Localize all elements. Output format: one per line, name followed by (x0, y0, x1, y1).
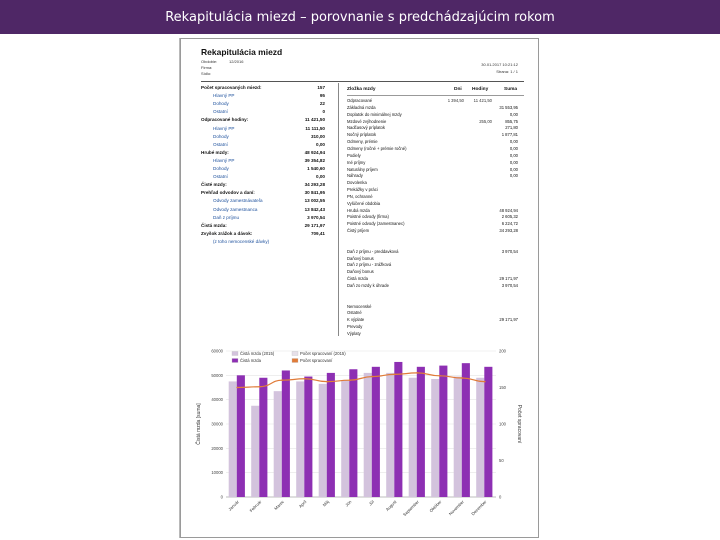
component-row-label: Iné príjmy (347, 159, 366, 165)
component-row-sum: 31 553,95 (499, 104, 518, 110)
report-document[interactable] (180, 38, 539, 538)
component-row-label: Daňový bonus (347, 255, 374, 261)
right-header-divider (347, 95, 524, 96)
line-point (371, 376, 373, 378)
component-row-sum: 3 970,54 (501, 282, 518, 288)
col-header-component: Zložka mzdy (347, 87, 376, 92)
component-row-label: Daňový bonus (347, 269, 374, 275)
y2-tick-label: 200 (499, 348, 506, 354)
component-row-label: Mzdové zvýhodnenie (347, 118, 387, 124)
component-row-sum: 0,00 (509, 145, 518, 151)
component-row-sum: 0,00 (509, 173, 518, 179)
summary-row (201, 190, 325, 197)
summary-row-label: Hlavný PP (213, 157, 235, 163)
line-point (304, 378, 306, 380)
summary-row-label: Ostatní (213, 141, 228, 147)
component-row-label: Daň z príjmu - preddavková (347, 248, 399, 254)
col-header-sum: Suma (504, 87, 518, 92)
x-tick-label: Apríl (297, 499, 308, 509)
x-tick-label: Február (248, 499, 263, 514)
bar-previous-year (409, 378, 417, 497)
bar-previous-year (251, 406, 259, 497)
line-point (326, 381, 328, 383)
summary-row-label: Ostatní (213, 109, 228, 115)
bar-current-year (282, 370, 290, 497)
component-row-label: K výplate (347, 317, 365, 323)
summary-row-value: 30 841,95 (304, 190, 325, 196)
summary-row-value: 13 002,55 (304, 198, 325, 204)
line-point (281, 379, 283, 381)
component-row-label: Prevody (347, 324, 363, 330)
component-row-label: Dovolenka (347, 180, 367, 186)
summary-row-value: 13 842,43 (304, 206, 325, 212)
summary-row-label: Hlavný PP (213, 125, 235, 131)
component-row-label: Vylúčené obdobia (347, 200, 381, 206)
summary-row-value: 0,00 (316, 141, 325, 147)
bar-previous-year (476, 378, 484, 497)
component-row-sum: 34 293,28 (499, 228, 518, 234)
legend-swatch (232, 352, 238, 356)
summary-row-label: (z toho nemocenské dávky) (213, 238, 270, 244)
component-row-sum: 2 605,32 (501, 214, 518, 220)
component-row-label: Prekážky v práci (347, 187, 378, 193)
component-row-label: Doplatok do minimálnej mzdy (347, 111, 402, 117)
y-tick-label: 60000 (211, 348, 223, 354)
y2-tick-label: 100 (499, 421, 506, 427)
component-row-label: Nemocenské (347, 303, 372, 309)
bar-previous-year (319, 384, 327, 497)
meta-period: Obdobie: 12/2016 (201, 59, 244, 64)
y-tick-label: 30000 (211, 421, 223, 427)
component-row-sum: 29 171,97 (499, 317, 518, 323)
component-row-label: Odpracované (347, 98, 373, 103)
summary-row-label: Daň z príjmu (213, 214, 240, 220)
summary-row (201, 215, 325, 222)
y-tick-label: 0 (220, 494, 223, 500)
legend-label: Čistá mzda (240, 358, 261, 363)
summary-row-label: Čistá mzda: (201, 222, 227, 228)
component-row-label: Daň zo mzdy k úhrade (347, 282, 389, 288)
y-tick-label: 40000 (211, 397, 223, 403)
component-row-sum: 0,00 (509, 159, 518, 165)
summary-row (201, 158, 325, 165)
component-row-sum: 29 171,97 (499, 276, 518, 282)
legend-swatch (232, 359, 238, 363)
component-row-label: Naturálny príjem (347, 166, 378, 172)
line-point (484, 381, 486, 383)
col-header-days: Dni (454, 87, 462, 92)
component-row-sum: 3 970,54 (501, 248, 518, 254)
component-row-label: Poistné odvody (zamestnanec) (347, 221, 405, 227)
x-tick-label: Máj (321, 499, 330, 508)
summary-row-label: Dohody (213, 166, 229, 171)
legend-label: Počet spracovaní (300, 358, 333, 363)
bar-current-year (394, 362, 402, 497)
component-row-label: Hrubá mzda (347, 207, 370, 213)
y2-tick-label: 0 (499, 494, 502, 500)
summary-row-label: Odvody zamestnávateľa (213, 198, 263, 204)
summary-row-value: 11 421,50 (304, 117, 325, 123)
component-row-hours: 11 421,50 (473, 98, 492, 103)
bar-current-year (327, 373, 335, 497)
summary-row-value: 709,41 (310, 230, 325, 236)
report-title: Rekapitulácia miezd (201, 47, 283, 57)
component-row-label: Odmeny (ročné + prémie ročné) (347, 145, 407, 151)
x-tick-label: September (401, 499, 420, 518)
summary-row-value: 29 171,97 (304, 222, 325, 228)
chart-svg (192, 343, 524, 527)
summary-row (201, 126, 325, 133)
meta-company: Firma: (201, 65, 213, 70)
line-point (236, 387, 238, 389)
summary-row (201, 223, 325, 230)
summary-row (201, 182, 325, 189)
summary-row-value: 0 (322, 109, 325, 115)
summary-row (201, 109, 325, 116)
summary-row-value: 34 293,28 (304, 182, 325, 188)
bar-current-year (304, 377, 312, 497)
summary-row-label: Dohody (213, 101, 229, 107)
x-tick-label: December (470, 499, 488, 517)
bar-previous-year (341, 380, 349, 497)
x-tick-label: Júl (367, 499, 375, 507)
line-point (416, 372, 418, 374)
summary-row-label: Odpracované hodiny: (201, 117, 249, 123)
legend-label: Počet spracovaní (2015) (300, 351, 346, 356)
bar-current-year (259, 378, 267, 497)
component-row-days: 1 394,50 (447, 98, 464, 103)
summary-row-label: Hrubé mzdy: (201, 149, 229, 155)
summary-row-value: 3 970,54 (307, 214, 325, 220)
summary-row-label: Odvody zamestnanca (213, 206, 258, 212)
summary-row (201, 142, 325, 149)
line-point (349, 379, 351, 381)
comparison-chart (192, 343, 524, 527)
x-tick-label: Január (227, 499, 240, 512)
component-row-label: Výplaty (347, 330, 361, 336)
component-row-label: Poistné odvody (firma) (347, 214, 389, 220)
bar-previous-year (229, 381, 237, 497)
summary-row (201, 85, 325, 92)
legend-swatch (292, 359, 298, 363)
meta-date: 30.01.2017 10:21:12 (481, 62, 518, 67)
summary-row (201, 207, 325, 214)
summary-row-value: 22 (319, 101, 325, 107)
summary-row (201, 150, 325, 157)
summary-row-label: Čisté mzdy: (201, 182, 227, 188)
summary-row (201, 93, 325, 100)
component-row-label: Základná mzda (347, 104, 376, 110)
component-row-label: Odmeny, prémie (347, 139, 378, 145)
column-divider (338, 83, 339, 336)
bar-current-year (349, 369, 357, 497)
x-tick-label: Marec (273, 499, 285, 511)
component-row-sum: 48 924,94 (499, 207, 518, 213)
y2-axis-title: Počet spracovaní (516, 404, 522, 444)
legend-label: Čistá mzda (2015) (240, 351, 275, 356)
header-divider (201, 81, 524, 82)
summary-row-value: 39 354,82 (304, 157, 325, 163)
bar-current-year (484, 367, 492, 497)
summary-row-label: Dohody (213, 133, 229, 139)
x-tick-label: Október (428, 499, 443, 514)
summary-row-value: 48 924,94 (304, 149, 325, 155)
summary-row (201, 231, 325, 238)
component-row-label: Čistý príjem (347, 228, 370, 234)
bar-previous-year (386, 373, 394, 497)
y-tick-label: 50000 (211, 372, 223, 378)
component-row-label: Ostatné (347, 310, 362, 316)
summary-row-value: 11 111,50 (305, 125, 325, 131)
y-axis-title: Čistá mzda [suma] (196, 403, 202, 445)
component-row-sum: 6 224,72 (501, 221, 518, 227)
y2-tick-label: 50 (499, 458, 504, 463)
bar-current-year (372, 367, 380, 497)
component-row-label: Podiely (347, 152, 361, 158)
component-row (347, 331, 524, 338)
line-point (461, 377, 463, 379)
summary-row-label: Hlavný PP (213, 93, 235, 99)
bar-previous-year (364, 373, 372, 497)
bar-previous-year (431, 379, 439, 497)
bar-previous-year (274, 391, 282, 497)
summary-row-label: Počet spracovaných miezd: (201, 85, 262, 90)
summary-row (201, 198, 325, 205)
bar-previous-year (296, 381, 304, 497)
summary-row (201, 134, 325, 141)
summary-row-label: Zvyšok zrážok a dávok: (201, 230, 253, 236)
summary-row-value: 310,00 (310, 133, 325, 139)
meta-address: Sídlo: (201, 71, 212, 76)
summary-row-value: 1 540,60 (307, 166, 325, 171)
legend-swatch (292, 352, 298, 356)
component-row-label: PN, ochranné (347, 193, 373, 199)
x-tick-label: November (447, 499, 465, 517)
page-title: Rekapitulácia miezd – porovnanie s predchádzajúcim rokom (0, 0, 720, 34)
summary-row (201, 117, 325, 124)
y-tick-label: 10000 (211, 470, 223, 476)
bar-current-year (237, 375, 245, 497)
component-row-sum: 0,00 (509, 139, 518, 145)
component-row-sum: 0,00 (509, 111, 518, 117)
component-row-label: Čistá mzda (347, 276, 368, 282)
x-tick-label: August (384, 499, 398, 512)
x-tick-label: Jún (344, 499, 353, 508)
bar-current-year (462, 363, 470, 497)
summary-row-value: 95 (319, 93, 325, 99)
y2-tick-label: 150 (499, 385, 506, 390)
col-header-hours: Hodiny (472, 87, 489, 92)
component-row-hours: 255,00 (479, 118, 492, 124)
summary-row (201, 166, 325, 173)
meta-page: Strana: 1 / 1 (496, 69, 518, 74)
summary-row-label: Prehľad odvodov a daní: (201, 190, 255, 196)
summary-row-value: 157 (317, 85, 325, 90)
component-row-label: Nadčasový príplatok (347, 125, 385, 131)
summary-row (201, 239, 325, 246)
y-tick-label: 20000 (211, 445, 223, 451)
report-sheet (192, 45, 524, 527)
component-row-sum: 0,00 (509, 152, 518, 158)
summary-row (201, 101, 325, 108)
component-row-label: Náhrady (347, 173, 363, 179)
line-point (439, 375, 441, 377)
line-point (394, 373, 396, 375)
summary-row-label: Ostatní (213, 174, 228, 180)
component-row-sum: 855,75 (505, 118, 518, 124)
component-row-sum: 1 877,81 (501, 132, 518, 138)
component-row-label: Nočný príplatok (347, 132, 377, 138)
bar-previous-year (454, 377, 462, 497)
component-row-label: Daň z príjmu - zrážková (347, 262, 392, 268)
bar-current-year (439, 366, 447, 497)
summary-row (201, 174, 325, 181)
bar-current-year (417, 367, 425, 497)
component-row-sum: 0,00 (509, 166, 518, 172)
component-row-sum: 271,80 (505, 125, 518, 131)
line-point (259, 386, 261, 388)
summary-row-value: 0,00 (316, 174, 325, 180)
